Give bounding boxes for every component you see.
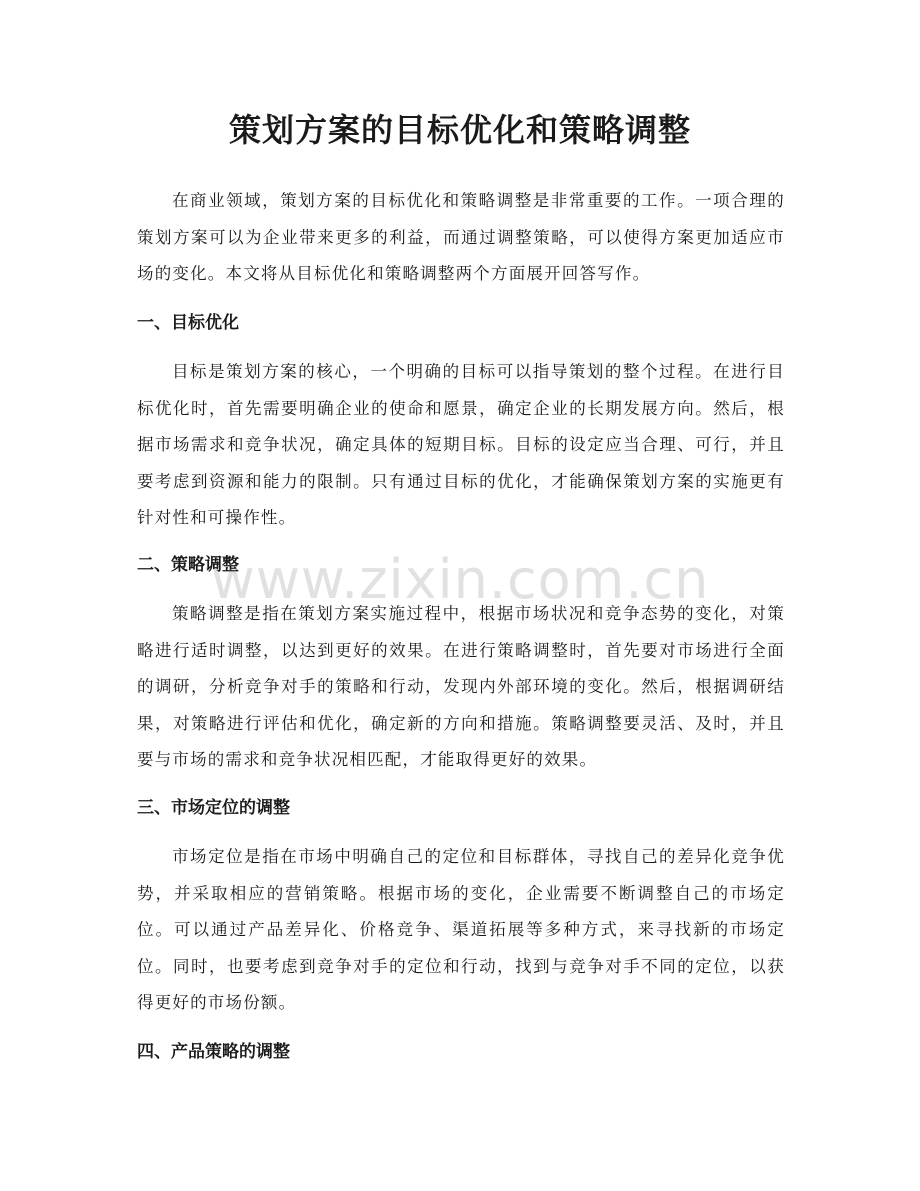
watermark: www.zixin.com.cn <box>210 548 710 611</box>
section-body-3: 市场定位是指在市场中明确自己的定位和目标群体，寻找自己的差异化竞争优势，并采取相应的营销策略。根据市场的变化，企业需要不断调整自己的市场定位。可以通过产品差异化、价格竞争、渠道拓展等多种方式，来寻找新的市场定位。同时，也要考虑到竞争对手的定位和行动，找到与竞争对手不同的定位，以获得更好的市场份额。 <box>137 847 785 1012</box>
section-body-1: 目标是策划方案的核心，一个明确的目标可以指导策划的整个过程。在进行目标优化时，首先需要明确企业的使命和愿景，确定企业的长期发展方向。然后，根据市场需求和竞争状况，确定具体的短期目标。目标的设定应当合理、可行，并且要考虑到资源和能力的限制。只有通过目标的优化，才能确保策划方案的实施更有针对性和可操作性。 <box>137 362 785 527</box>
section-heading-2: 二、策略调整 <box>137 555 239 575</box>
page-title: 策划方案的目标优化和策略调整 <box>228 111 691 149</box>
section-heading-1: 一、目标优化 <box>137 313 239 333</box>
section-heading-3: 三、市场定位的调整 <box>137 798 290 818</box>
section-heading-4: 四、产品策略的调整 <box>137 1042 290 1062</box>
section-body-2: 策略调整是指在策划方案实施过程中，根据市场状况和竞争态势的变化，对策略进行适时调整，以达到更好的效果。在进行策略调整时，首先要对市场进行全面的调研，分析竞争对手的策略和行动，发现内外部环境的变化。然后，根据调研结果，对策略进行评估和优化，确定新的方向和措施。策略调整要灵活、及时，并且要与市场的需求和竞争状况相匹配，才能取得更好的效果。 <box>137 604 785 769</box>
intro-paragraph: 在商业领域，策划方案的目标优化和策略调整是非常重要的工作。一项合理的策划方案可以为企业带来更多的利益，而通过调整策略，可以使得方案更加适应市场的变化。本文将从目标优化和策略调整两个方面展开回答写作。 <box>137 191 785 283</box>
